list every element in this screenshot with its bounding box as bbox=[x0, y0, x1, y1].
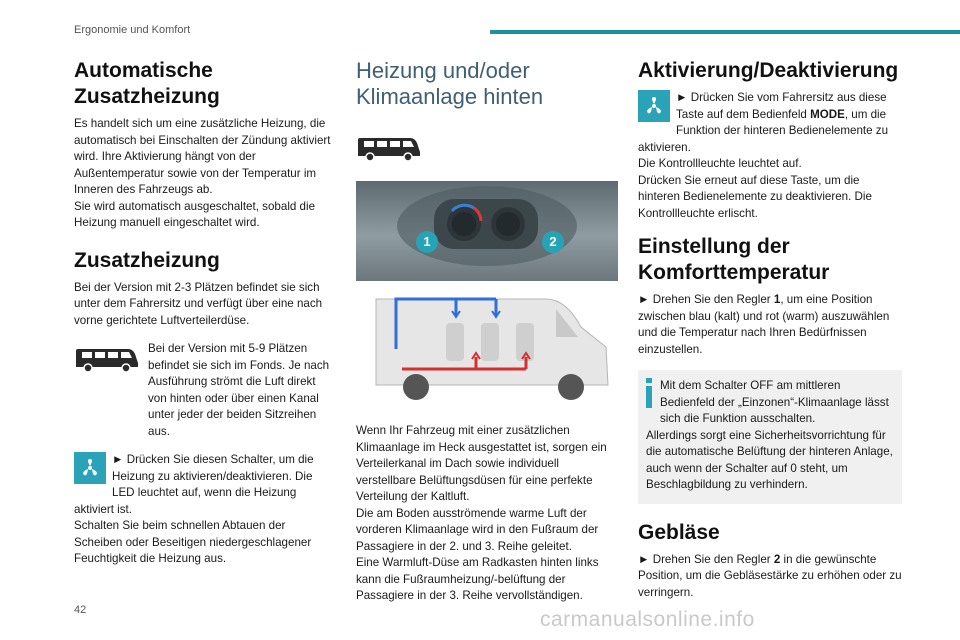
paragraph: Die Kontrollleuchte leuchtet auf. bbox=[638, 157, 802, 170]
info-icon bbox=[646, 378, 652, 408]
fan-switch-note bbox=[74, 452, 336, 568]
rear-control-panel-photo bbox=[356, 181, 618, 281]
airflow-diagram bbox=[356, 287, 618, 407]
info-text: Allerdings sorgt eine Sicherheitsvorrichtung für die automatische Belüftung der hinteren Anlage, auch wenn der Schalter auf 0 steht, um Beschlagbildung zu verhindern. bbox=[646, 428, 893, 491]
paragraph: Die am Boden ausströmende warme Luft der vorderen Klimaanlage wird in den Fußraum der Passagiere in der 2. und 3. Reihe geleitet. bbox=[356, 506, 599, 553]
column-right bbox=[638, 58, 902, 601]
paragraph: Drücken Sie erneut auf diese Taste, um die hinteren Bedienelemente zu deaktivieren. Die Kontrollleuchte erlischt. bbox=[638, 173, 872, 220]
heading-comfort-temperature-line2: Komforttemperatur bbox=[638, 261, 830, 284]
paragraph: Bei der Version mit 5-9 Plätzen befindet sie sich im Fonds. Je nach Ausführung strömt die Luft direkt von hinten oder über einen Kanal unter jeder der beiden Sitzreihen aus. bbox=[148, 342, 330, 438]
paragraph: ► Drehen Sie den Regler 2 in die gewünschte Position, um die Gebläsestärke zu erhöhen oder zu verringern. bbox=[638, 552, 902, 599]
paragraph: Bei der Version mit 2-3 Plätzen befindet sie sich unter dem Fahrersitz und verfügt über eine nach vorne gerichtete Luftverteilerdüse. bbox=[74, 280, 323, 327]
mode-button-note bbox=[638, 90, 902, 222]
paragraph: Eine Warmluft-Düse am Radkasten hinten links kann die Fußraumheizung/-belüftung der Passagiere in der 3. Reihe vervollständigen. bbox=[356, 556, 599, 602]
heading-auxiliary-heater: Zusatzheizung bbox=[74, 248, 220, 272]
paragraph: Schalten Sie beim schnellen Abtauen der Scheiben oder Beseitigen niedergeschlagener Feuchtigkeit die Heizung aus. bbox=[74, 519, 312, 565]
header-accent-bar bbox=[490, 30, 960, 34]
info-box bbox=[638, 370, 902, 504]
heading-activation: Aktivierung/Deaktivierung bbox=[638, 59, 899, 82]
van-note bbox=[74, 341, 336, 440]
fan-icon bbox=[638, 90, 670, 122]
section-title-line2: Klimaanlage hinten bbox=[356, 84, 544, 109]
info-text: Mit dem Schalter OFF am mittleren Bedienfeld der „Einzonen“-Klimaanlage lässt sich die Funktion ausschalten. bbox=[660, 379, 889, 425]
callout-1: 1 bbox=[416, 231, 438, 253]
paragraph: Es handelt sich um eine zusätzliche Heizung, die automatisch bei Einschalten der Zündung aktiviert wird. Ihre Aktivierung hängt von der Außentemperatur sowie von der Temperatur im Inneren des Fahrzeugs ab. bbox=[74, 117, 331, 196]
paragraph: ► Drücken Sie diesen Schalter, um die Heizung zu aktivieren/deaktivieren. Die LED leuchtet auf, wenn die Heizung aktiviert ist. bbox=[74, 453, 314, 516]
heading-blower: Gebläse bbox=[638, 520, 720, 544]
callout-2: 2 bbox=[542, 231, 564, 253]
paragraph: ► Drücken Sie vom Fahrersitz aus diese Taste auf dem Bedienfeld MODE, um die Funktion der hinteren Bedienelemente zu aktivieren. bbox=[638, 91, 889, 154]
column-left bbox=[74, 58, 336, 568]
watermark: carmanualsonline.info bbox=[540, 608, 755, 631]
paragraph: ► Drehen Sie den Regler 1, um eine Position zwischen blau (kalt) und rot (warm) auszuwählen und die Temperatur nach Ihren Bedürfnissen einzustellen. bbox=[638, 293, 890, 356]
running-header: Ergonomie und Komfort bbox=[74, 24, 191, 36]
paragraph: Wenn Ihr Fahrzeug mit einer zusätzlichen Klimaanlage im Heck ausgestattet ist, sorgen ein Verteilerkanal im Dach sowie individuell verstellbare Belüftungsdüsen für eine perfekte Verteilung der Kaltluft. bbox=[356, 424, 607, 503]
van-icon bbox=[74, 341, 140, 373]
heading-comfort-temperature-line1: Einstellung der bbox=[638, 235, 790, 258]
van-icon bbox=[356, 130, 422, 162]
fan-icon bbox=[74, 452, 106, 484]
heading-automatic-heater: Automatische Zusatzheizung bbox=[74, 59, 220, 108]
section-title-line1: Heizung und/oder bbox=[356, 58, 530, 83]
page-number: 42 bbox=[74, 604, 87, 616]
paragraph: Sie wird automatisch ausgeschaltet, sobald die Heizung manuell eingeschaltet wird. bbox=[74, 199, 316, 229]
column-middle bbox=[356, 58, 618, 605]
